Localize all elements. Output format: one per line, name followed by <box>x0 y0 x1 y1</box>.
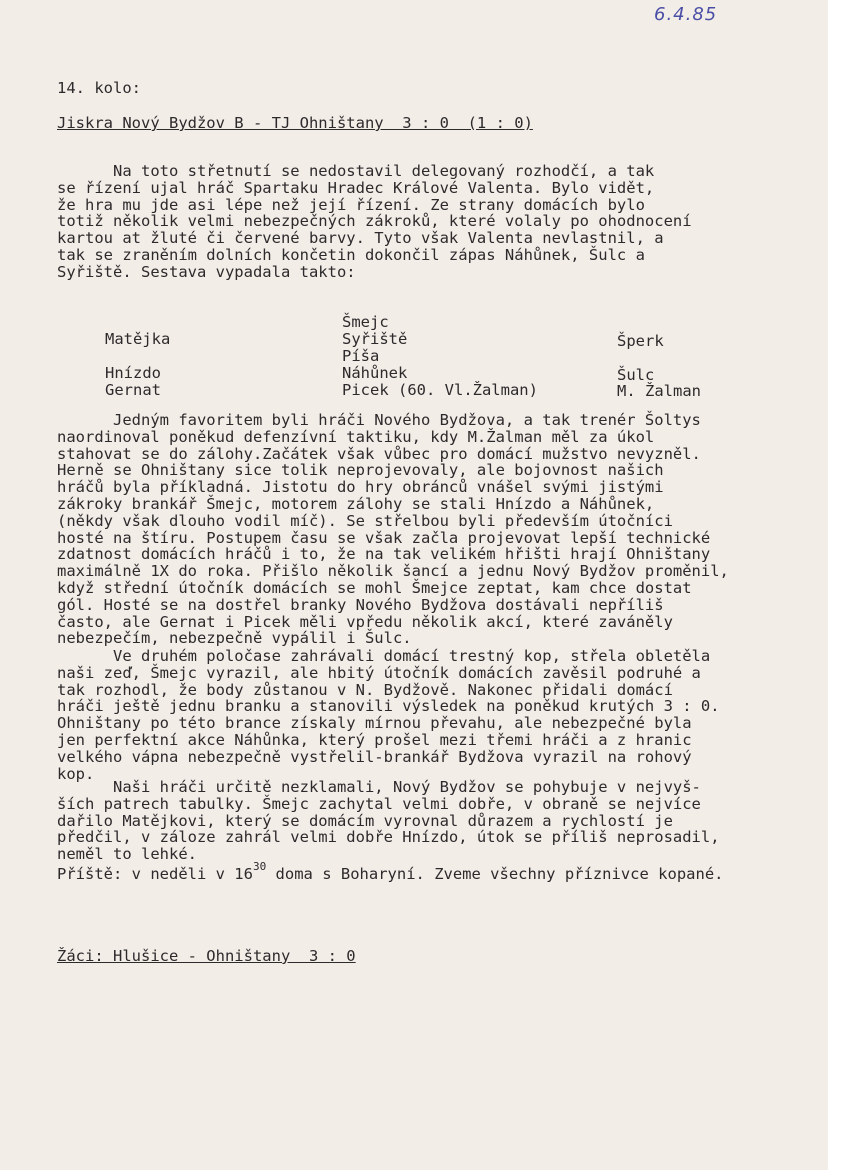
paragraph-second-half: Ve druhém poločase zahrávali domácí trestný kop, střela obletěla naši zeď, Šmejc vyrazil, ale hbitý útočník domácích zavěsil podruhé a tak rozhodl, že body zůstanou v N. Bydžově. Nakonec přidali domácí hráči ještě jednu branku a stanovili výsledek na poněkud krutých 3 : 0. Ohništany po této brance získaly mírnou převahu, ale nebezpečné byla jen perfektní akce Náhůnka, který prošel mezi třemi hráči a z hranic velkého vápna nebezpečně vystřelil-brankář Bydžova vyrazil na rohový kop. <box>57 647 720 783</box>
lineup-player: Hnízdo <box>105 364 161 382</box>
lineup-goalkeeper: Šmejc <box>342 313 389 331</box>
lineup <box>0 0 828 420</box>
lineup-player: Matějka <box>105 330 171 348</box>
paragraph-first-half: Jedným favoritem byli hráči Nového Bydžova, a tak trenér Šoltys naordinoval poněkud defenzívní taktiku, kdy M.Žalman měl za úkol stahovat se do zálohy.Začátek však vůbec pro domácí mužstvo nevyzněl. Herně se Ohništany sice tolik neprojevovaly, ale bojovnost našich hráčů byla příkladná. Jistotu do hry obránců vnášel svými jistými zákroky brankář Šmejc, motorem zálohy se stali Hnízdo a Náhůnek, (někdy však dlouho vodil míč). Se střelbou byli především útočníci hosté na štíru. Postupem času se však začla projevovat lepší technické zdatnost domácích hráčů i to, že na tak velikém hřišti hrají Ohništany maximálně 1X do roka. Přišlo několik šancí a jednu Nový Bydžov proměnil, když střední útočník domácích se mohl Šmejce zeptat, kam chce dostat gól. Hosté se na dostřel branky Nového Bydžova dostávali nepříliš často, ale Gernat i Picek měli vpředu několik akcí, které zaváněly nebezpečím, nebezpečně vypálil i Šulc. <box>57 411 729 648</box>
paragraph-referee: Na toto střetnutí se nedostavil delegovaný rozhodčí, a tak se řízení ujal hráč Spartaku Hradec Králové Valenta. Bylo vidět, že hra mu jde asi lépe než její řízení. Ze strany domácích bylo totiž několik velmi nebezpečných zákroků, které volaly po ohodnocení kartou at žluté či červené barvy. Tyto však Valenta nevlastnil, a tak se zraněním dolních končetin dokončil zápas Náhůnek, Šulc a Syřiště. Sestava vypadala takto: <box>57 162 692 281</box>
next-match-text-end: doma s Boharyní. Zveme všechny příznivce kopané. <box>266 865 724 884</box>
lineup-player: Píša <box>342 347 380 365</box>
next-match-text: Příště: v neděli v 16 <box>57 865 253 884</box>
lineup-player: M. Žalman <box>617 382 701 400</box>
lineup-player: Šulc <box>617 366 655 384</box>
lineup-player: Syřiště <box>342 330 408 348</box>
scan-margin <box>828 0 850 1170</box>
next-match-notice <box>57 860 724 884</box>
lineup-player: Náhůnek <box>342 364 408 382</box>
round-heading: 14. kolo: <box>57 79 141 97</box>
handwritten-date: 6.4.85 <box>654 4 718 25</box>
lineup-player: Šperk <box>617 332 664 350</box>
match-heading: Jiskra Nový Bydžov B - TJ Ohništany 3 : 0 (1 : 0) <box>57 114 533 132</box>
lineup-player: Picek (60. Vl.Žalman) <box>342 381 538 399</box>
paragraph-evaluation: Naši hráči určitě nezklamali, Nový Bydžov se pohybuje v nejvyš- ších patrech tabulky. Šmejc zachytal velmi dobře, v obraně se nejvíce dařilo Matějkovi, který se domácím vyrovnal důrazem a rychlostí je předčil, v záloze zahrál velmi dobře Hnízdo, útok se příliš neprosadil, neměl to lehké. <box>57 778 720 864</box>
youth-result-heading: Žáci: Hlušice - Ohništany 3 : 0 <box>57 947 356 965</box>
lineup-player: Gernat <box>105 381 161 399</box>
next-match-minutes: 30 <box>252 860 267 873</box>
